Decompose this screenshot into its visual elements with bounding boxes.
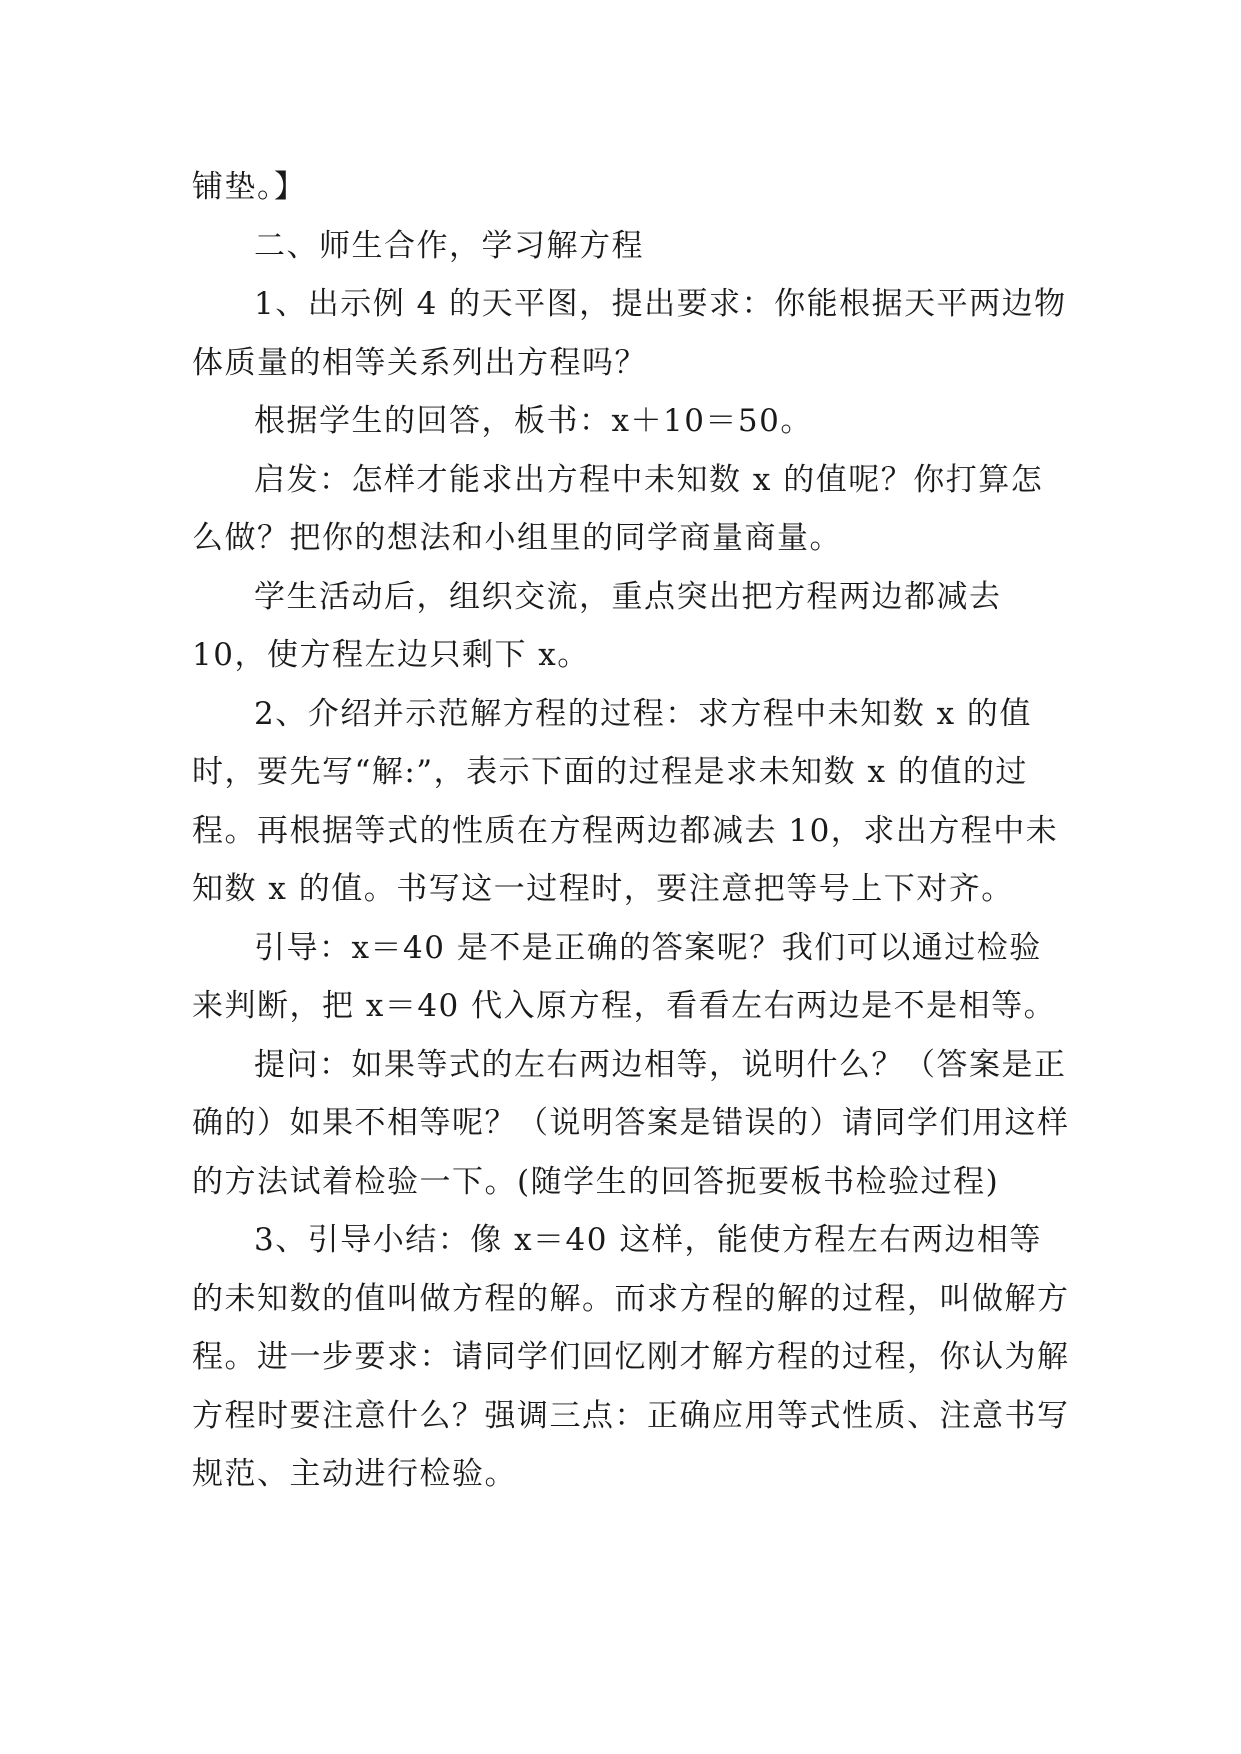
paragraph-continuation: 铺垫。】 bbox=[192, 169, 307, 205]
paragraph-student-activity: 学生活动后，组织交流，重点突出把方程两边都减去10，使方程左边只剩下 x。 bbox=[192, 578, 1002, 673]
paragraph-inspiration: 启发：怎样才能求出方程中未知数 x 的值呢？你打算怎么做？把你的想法和小组里的同学商量商量。 bbox=[192, 461, 1044, 556]
paragraph-guidance-check: 引导：x＝40 是不是正确的答案呢？我们可以通过检验来判断，把 x＝40 代入原方程，看看左右两边是不是相等。 bbox=[192, 929, 1057, 1024]
paragraph-step-3-summary: 3、引导小结：像 x＝40 这样，能使方程左右两边相等的未知数的值叫做方程的解。而求方程的解的过程，叫做解方程。进一步要求：请同学们回忆刚才解方程的过程，你认为解方程时要注意什么？强调三点：正确应用等式性质、注意书写规范、主动进行检验。 bbox=[192, 1222, 1070, 1492]
paragraph-step-1-example: 1、出示例 4 的天平图，提出要求：你能根据天平两边物体质量的相等关系列出方程吗？ bbox=[192, 286, 1067, 381]
document-page bbox=[192, 158, 1072, 1504]
section-heading-teacher-student-cooperation: 二、师生合作，学习解方程 bbox=[254, 227, 644, 264]
paragraph-blackboard-equation: 根据学生的回答，板书：x＋10＝50。 bbox=[254, 403, 813, 439]
paragraph-question: 提问：如果等式的左右两边相等，说明什么？（答案是正确的）如果不相等呢？（说明答案是错误的）请同学们用这样的方法试着检验一下。(随学生的回答扼要板书检验过程) bbox=[192, 1046, 1070, 1200]
paragraph-step-2-demonstration: 2、介绍并示范解方程的过程：求方程中未知数 x 的值时，要先写“解:”，表示下面的过程是求未知数 x 的值的过程。再根据等式的性质在方程两边都减去 10，求出方程中未知数 x 的值。书写这一过程时，要注意把等号上下对齐。 bbox=[192, 695, 1059, 907]
